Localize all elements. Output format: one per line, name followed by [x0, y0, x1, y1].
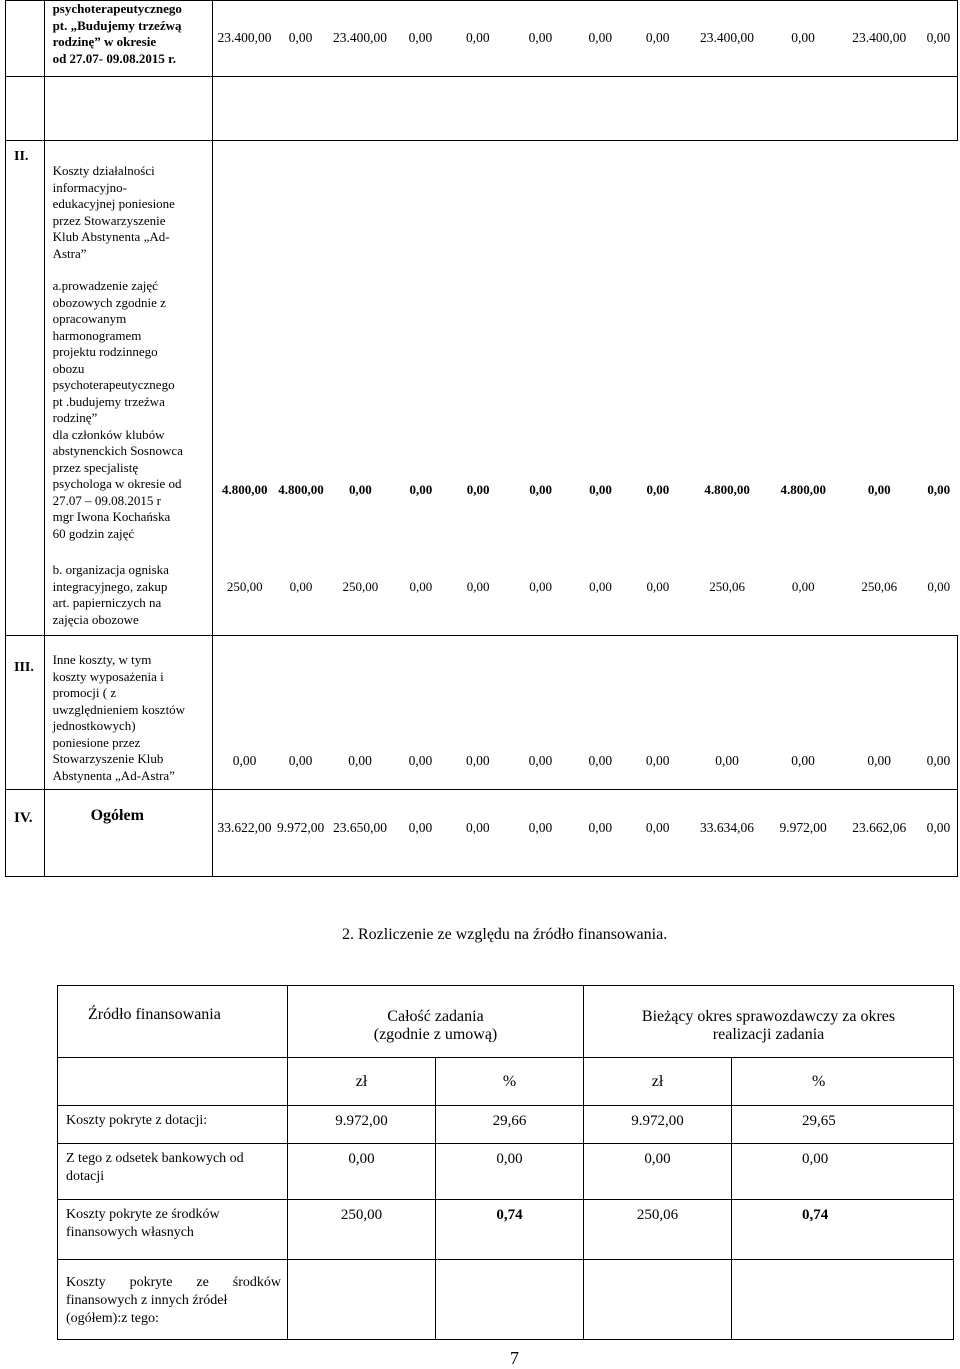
financing-row: [58, 1144, 954, 1200]
value-cell: 4.800,00: [704, 482, 750, 497]
desc-line: harmonogramem: [52, 327, 142, 343]
value-cell: 0,74: [436, 1200, 584, 1260]
value-cell: 0,00: [646, 578, 670, 594]
desc-line: uwzględnieniem kosztów: [52, 701, 186, 717]
table-row-spacer: [6, 77, 958, 141]
value-cell: 0,00: [447, 790, 510, 877]
value-cell: 33.622,00: [213, 790, 276, 877]
value-cell: 0,00: [213, 636, 276, 790]
desc-line: Inne koszty, w tym: [52, 652, 152, 667]
label-line: Koszty pokryte ze środków: [66, 1275, 281, 1290]
row-label: [58, 1260, 288, 1340]
desc-line: integracyjnego, zakup: [52, 578, 168, 594]
value-cell: 0,00: [466, 578, 490, 594]
value-cell: 0,00: [927, 482, 951, 497]
desc-line: Koszty działalności: [52, 163, 155, 178]
value-cell: 0,00: [509, 1, 572, 77]
table-row-total: [6, 790, 958, 877]
desc-line: 27.07 – 09.08.2015 r: [52, 492, 161, 508]
value-cell: 0,00: [349, 482, 372, 497]
row-label: [58, 1200, 288, 1260]
roman-numeral: IV.: [6, 790, 45, 877]
label-line: Koszty pokryte ze środków: [66, 1207, 220, 1222]
roman-numeral: III.: [6, 636, 45, 790]
financing-row: [58, 1200, 954, 1260]
value-cell: 250,06: [709, 578, 745, 594]
financing-row: [58, 1260, 954, 1340]
value-cell: 0,00: [509, 636, 572, 790]
value-cell: 0,74: [732, 1200, 954, 1260]
value-cell: 23.400,00: [326, 1, 395, 77]
financing-units-row: [58, 1058, 954, 1106]
desc-line: pt .budujemy trzeźwa: [52, 393, 165, 409]
value-cell: 9.972,00: [276, 790, 326, 877]
section-title: [53, 163, 209, 262]
table-row-section-2: [6, 141, 958, 636]
row-description: [44, 1, 213, 77]
desc-line: jednostkowych): [52, 718, 136, 733]
value-cell: 0,00: [584, 1144, 732, 1200]
value-cell: 0,00: [629, 790, 686, 877]
unit-cell: %: [436, 1058, 584, 1106]
financing-row: [58, 1106, 954, 1144]
value-cell: 0,00: [276, 636, 326, 790]
desc-line: b. organizacja ogniska: [52, 562, 169, 577]
value-cell: 33.634,06: [686, 790, 767, 877]
item-b: [53, 562, 209, 628]
desc-line: art. papierniczych na: [52, 595, 162, 610]
value-cell: 0,00: [447, 636, 510, 790]
table-row-continuation: [6, 1, 958, 77]
table-row-section-3: [6, 636, 958, 790]
value-cell: 0,00: [768, 636, 839, 790]
value-cell: 0,00: [326, 636, 395, 790]
label-line: finansowych własnych: [66, 1225, 194, 1240]
value-cell: [436, 1260, 584, 1340]
value-cell: 9.972,00: [288, 1106, 436, 1144]
value-cell: 0,00: [646, 482, 670, 497]
row-label: [58, 1144, 288, 1200]
desc-line: rodzinę”: [52, 410, 98, 425]
desc-line: a.prowadzenie zajęć: [52, 278, 158, 293]
header-line: realizacji zadania: [712, 1026, 825, 1043]
desc-line: informacyjno-: [52, 179, 127, 195]
header-line: Całość zadania: [387, 1008, 484, 1025]
item-a: [53, 278, 209, 542]
desc-line: zajęcia obozowe: [52, 611, 139, 627]
units-empty: [58, 1058, 288, 1106]
header-line: Bieżący okres sprawozdawczy za okres: [641, 1008, 896, 1025]
value-cell: 0,00: [572, 636, 629, 790]
row-label: [58, 1106, 288, 1144]
value-cell: 9.972,00: [584, 1106, 732, 1144]
total-label: Ogółem: [44, 790, 213, 877]
value-cell: [288, 1260, 436, 1340]
value-cell: 4.800,00: [780, 482, 826, 497]
financing-header-row: [58, 986, 954, 1058]
value-cell: 0,00: [529, 578, 553, 594]
desc-line: koszty wyposażenia i: [52, 668, 164, 684]
value-cell: 0,00: [589, 482, 612, 497]
value-cell: 0,00: [867, 482, 891, 497]
row-description: [44, 141, 213, 636]
unit-cell: zł: [584, 1058, 732, 1106]
desc-line: przez specjalistę: [52, 459, 139, 475]
page-number: 7: [510, 1348, 519, 1368]
desc-line: poniesione przez: [52, 734, 141, 750]
desc-line: obozu: [52, 360, 85, 376]
value-cell: 250,06: [861, 578, 898, 594]
desc-line: 60 godzin zajęć: [52, 525, 135, 541]
value-cell: 250,00: [288, 1200, 436, 1260]
unit-cell: %: [732, 1058, 954, 1106]
desc-line: projektu rodzinnego: [52, 344, 158, 359]
desc-line: od 27.07- 09.08.2015 r.: [52, 50, 176, 66]
value-cell: 0,00: [589, 578, 612, 594]
financing-table: [57, 985, 954, 1340]
value-cell: 0,00: [927, 578, 951, 594]
value-cell: 0,00: [394, 1, 446, 77]
desc-line: psychoterapeutycznego: [52, 377, 175, 392]
value-cell: [732, 1260, 954, 1340]
header-total: [288, 986, 584, 1058]
desc-line: pt. „Budujemy trzeźwą: [52, 17, 182, 33]
value-cell: 0,00: [394, 636, 446, 790]
value-cell: 250,06: [584, 1200, 732, 1260]
desc-line: abstynenckich Sosnowca: [52, 443, 183, 458]
value-cell: 0,00: [509, 790, 572, 877]
header-line: (zgodnie z umową): [373, 1026, 498, 1043]
value-cell: 0,00: [466, 482, 490, 497]
header-current: [584, 986, 954, 1058]
values-b: [213, 579, 957, 596]
value-cell: 0,00: [839, 636, 920, 790]
value-cell: 0,00: [920, 1, 958, 77]
desc-line: edukacyjnej poniesione: [52, 196, 175, 211]
value-cell: 4.800,00: [278, 482, 324, 497]
value-cell: 0,00: [288, 1144, 436, 1200]
value-cell: 0,00: [629, 1, 686, 77]
label-line: (ogółem):z tego:: [66, 1311, 159, 1326]
value-cell: 23.400,00: [213, 1, 276, 77]
value-cell: 23.650,00: [326, 790, 395, 877]
value-cell: 0,00: [920, 790, 958, 877]
desc-line: opracowanym: [52, 311, 127, 326]
cost-table: [5, 0, 958, 877]
value-cell: 29,65: [732, 1106, 954, 1144]
desc-line: przez Stowarzyszenie: [52, 212, 166, 228]
unit-cell: zł: [288, 1058, 436, 1106]
value-cell: 0,00: [276, 1, 326, 77]
desc-line: Astra”: [52, 245, 87, 261]
value-cell: 0,00: [409, 482, 433, 497]
value-cell: 29,66: [436, 1106, 584, 1144]
value-cell: 0,00: [686, 636, 767, 790]
value-cell: 23.400,00: [839, 1, 920, 77]
label-line: finansowych z innych źródeł: [66, 1293, 228, 1308]
desc-line: mgr Iwona Kochańska: [52, 509, 171, 524]
value-cell: [584, 1260, 732, 1340]
value-cell: 250,00: [342, 578, 379, 594]
values-area: [213, 141, 958, 636]
desc-line: rodzinę” w okresie: [52, 34, 157, 49]
desc-line: dla członków klubów: [52, 426, 165, 442]
value-cell: 0,00: [768, 1, 839, 77]
desc-line: psychologa w okresie od: [52, 476, 182, 491]
value-cell: 0,00: [529, 482, 553, 497]
label-line: dotacji: [66, 1169, 105, 1184]
value-cell: 23.662,06: [839, 790, 920, 877]
value-cell: 0,00: [289, 578, 313, 594]
desc-line: psychoterapeutycznego: [52, 1, 182, 16]
value-cell: 0,00: [572, 1, 629, 77]
values-a: [213, 482, 957, 499]
value-cell: 4.800,00: [221, 482, 268, 497]
value-cell: 9.972,00: [768, 790, 839, 877]
header-source: Źródło finansowania: [58, 986, 288, 1058]
value-cell: 0,00: [629, 636, 686, 790]
value-cell: 0,00: [791, 578, 815, 594]
value-cell: 0,00: [572, 790, 629, 877]
desc-line: obozowych zgodnie z: [52, 294, 166, 310]
roman-cell: [6, 1, 45, 77]
roman-numeral: II.: [6, 141, 45, 636]
value-cell: 0,00: [447, 1, 510, 77]
desc-line: Klub Abstynenta „Ad-: [52, 229, 170, 244]
value-cell: 0,00: [409, 578, 433, 594]
value-cell: 250,00: [226, 578, 263, 594]
desc-line: promocji ( z: [52, 685, 117, 700]
section-heading: 2. Rozliczenie ze względu na źródło finansowania.: [342, 926, 668, 943]
label-line: Koszty pokryte z dotacji:: [66, 1113, 208, 1128]
value-cell: 0,00: [436, 1144, 584, 1200]
value-cell: 23.400,00: [686, 1, 767, 77]
value-cell: 0,00: [920, 636, 958, 790]
value-cell: 0,00: [394, 790, 446, 877]
desc-line: Stowarzyszenie Klub: [52, 751, 164, 766]
row-description: [44, 636, 213, 790]
label-line: Z tego z odsetek bankowych od: [66, 1151, 244, 1166]
desc-line: Abstynenta „Ad-Astra”: [52, 767, 175, 783]
value-cell: 0,00: [732, 1144, 954, 1200]
